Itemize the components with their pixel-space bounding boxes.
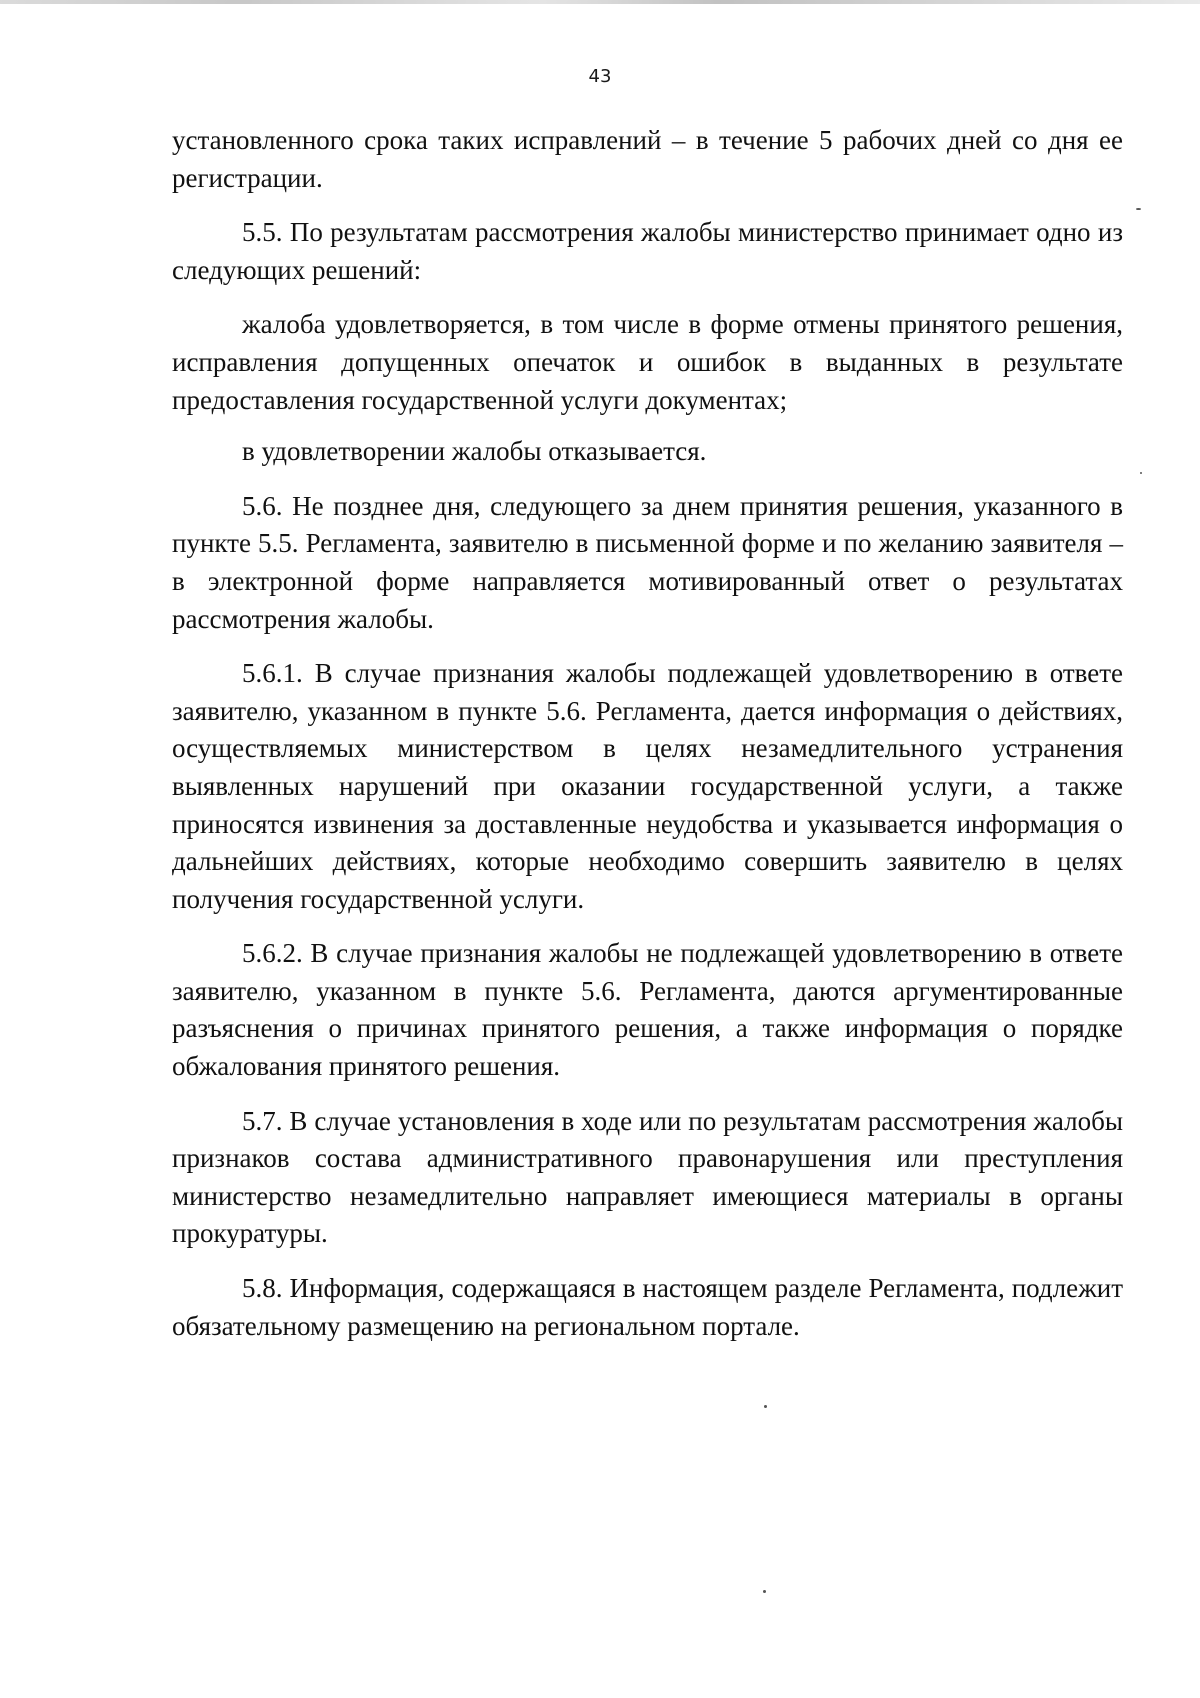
document-body	[172, 122, 1123, 1345]
scan-top-edge	[0, 0, 1200, 4]
paragraph-decision-satisfied: жалоба удовлетворяется, в том числе в форме отмены принятого решения, исправления допущенных опечаток и ошибок в выданных в результате предоставления государственной услуги документах;	[172, 309, 1123, 415]
paragraph-continuation: установленного срока таких исправлений – в течение 5 рабочих дней со дня ее регистрации.	[172, 125, 1123, 193]
scan-speck	[763, 1590, 766, 1593]
paragraph-5-8: 5.8. Информация, содержащаяся в настоящем разделе Регламента, подлежит обязательному размещению на региональном портале.	[172, 1273, 1123, 1341]
paragraph-decision-refused: в удовлетворении жалобы отказывается.	[242, 436, 707, 467]
paragraph-5-5: 5.5. По результатам рассмотрения жалобы министерство принимает одно из следующих решений:	[172, 217, 1123, 285]
paragraph-5-6-2: 5.6.2. В случае признания жалобы не подлежащей удовлетворению в ответе заявителю, указанном в пункте 5.6. Регламента, даются аргументированные разъяснения о причинах принятого решения, а также информация о порядке обжалования принятого решения.	[172, 938, 1123, 1082]
scan-speck	[1140, 472, 1142, 474]
page-number: 43	[588, 66, 612, 87]
scan-speck	[764, 1405, 767, 1408]
paragraph-5-7: 5.7. В случае установления в ходе или по результатам рассмотрения жалобы признаков состава административного правонарушения или преступления министерство незамедлительно направляет имеющиеся материалы в органы прокуратуры.	[172, 1105, 1123, 1249]
scan-speck	[1136, 208, 1141, 210]
paragraph-5-6: 5.6. Не позднее дня, следующего за днем принятия решения, указанного в пункте 5.5. Регламента, заявителю в письменной форме и по желанию заявителя – в электронной форме направляется мотивированный ответ о результатах рассмотрения жалобы.	[172, 490, 1123, 634]
paragraph-5-6-1: 5.6.1. В случае признания жалобы подлежащей удовлетворению в ответе заявителю, указанном в пункте 5.6. Регламента, дается информация о действиях, осуществляемых министерством в целях незамедлительного устранения выявленных нарушений при оказании государственной услуги, а также приносятся извинения за доставленные неудобства и указывается информация о дальнейших действиях, которые необходимо совершить заявителю в целях получения государственной услуги.	[172, 658, 1123, 914]
